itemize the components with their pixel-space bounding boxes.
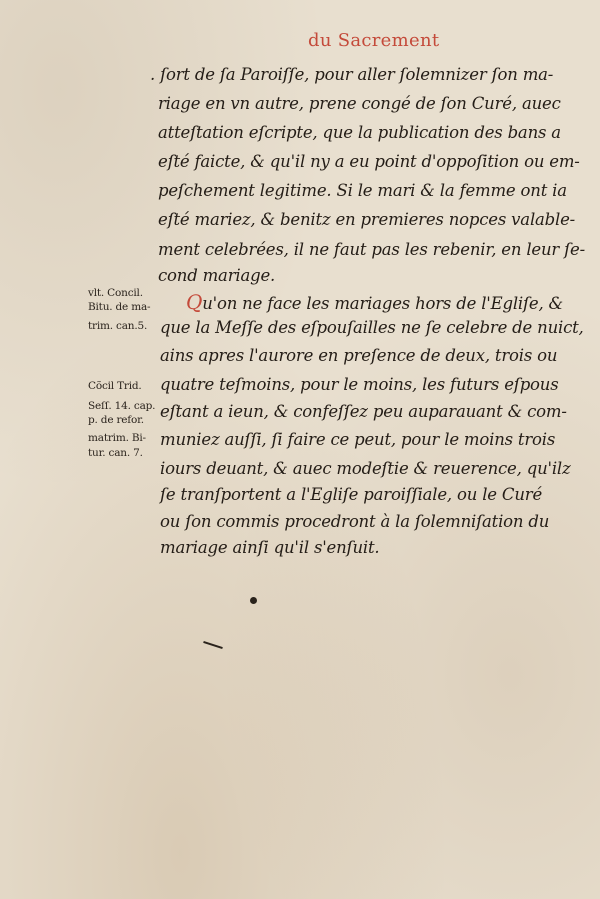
decorated-initial: Q: [186, 290, 203, 314]
text-line: ou ſon commis procedront à la ſolemniſation du: [160, 512, 550, 531]
text-line: peſchement legitime. Si le mari & la femme ont ia: [158, 181, 567, 200]
text-line: atteſtation eſcripte, que la publication des bans a: [158, 123, 561, 142]
text-line: ment celebrées, il ne faut pas les rebenir, en leur ſe-: [158, 240, 585, 259]
text-line: que la Meſſe des eſpouſailles ne ſe celebre de nuict,: [160, 318, 584, 337]
text-line: . ſort de ſa Paroiſſe, pour aller ſolemnizer ſon ma-: [150, 65, 554, 84]
margin-note: trim. can.5.: [88, 320, 148, 332]
margin-note: vlt. Concil.: [88, 287, 143, 299]
running-head: du Sacrement: [308, 30, 440, 51]
margin-note: Bitu. de ma-: [88, 301, 151, 313]
margin-note: Cõcil Trid.: [88, 380, 142, 392]
text-line: ſe tranſportent a l'Egliſe paroiſſiale, ou le Curé: [160, 485, 543, 504]
text-line: ains apres l'aurore en preſence de deux, trois ou: [160, 346, 558, 365]
margin-note: matrim. Bi-: [88, 432, 146, 444]
text-line: mariage ainſi qu'il s'enſuit.: [160, 538, 380, 557]
text-line: muniez auſſi, ſi faire ce peut, pour le moins trois: [160, 430, 556, 449]
ink-dot-ornament: [250, 597, 257, 604]
ink-dash-mark: [203, 641, 223, 649]
margin-note: Seſſ. 14. cap.: [88, 400, 156, 412]
text-line: riage en vn autre, prene congé de ſon Curé, auec: [158, 94, 561, 113]
text-line: quatre teſmoins, pour le moins, les futurs eſpous: [160, 375, 559, 394]
text-line: eſté mariez, & benitz en premieres nopces valable-: [158, 210, 576, 229]
margin-note: tur. can. 7.: [88, 447, 143, 459]
margin-note: p. de refor.: [88, 414, 144, 426]
paragraph-start-line: [186, 290, 563, 314]
text-line: eſté faicte, & qu'il ny a eu point d'oppoſition ou em-: [158, 152, 580, 171]
text-line-content: u'on ne face les mariages hors de l'Egliſe, &: [202, 294, 564, 313]
text-line: eſtant a ieun, & confeſſez peu auparauant & com-: [160, 402, 567, 421]
text-line: iours deuant, & auec modeſtie & reuerence, qu'ilz: [160, 459, 571, 478]
text-line: cond mariage.: [158, 266, 276, 285]
